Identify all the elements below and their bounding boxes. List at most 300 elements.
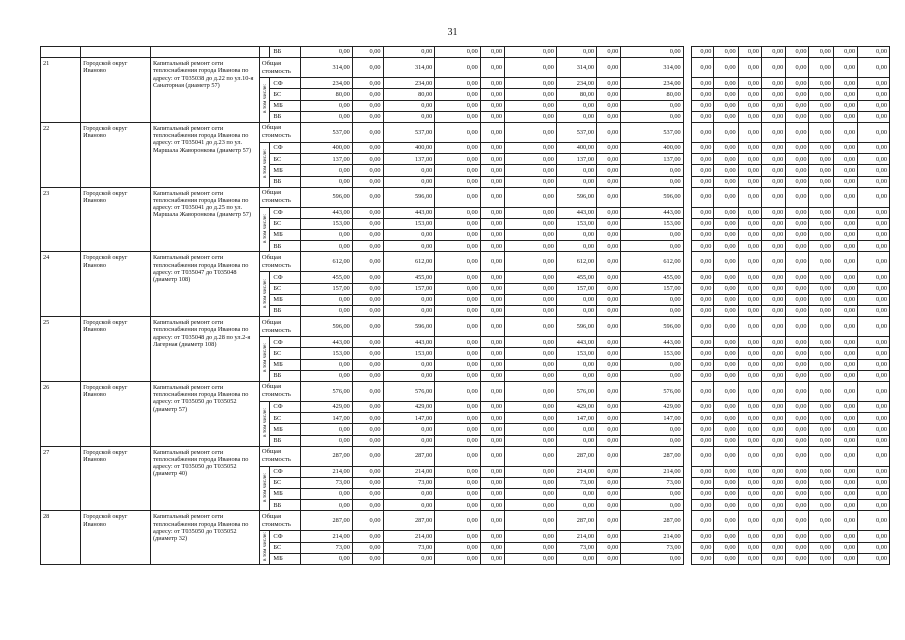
value-cell: 0,00: [692, 89, 714, 100]
value-cell: 0,00: [714, 531, 738, 542]
value-cell: 596,00: [556, 317, 596, 337]
value-cell: 0,00: [786, 446, 809, 466]
value-cell: 0,00: [738, 187, 761, 207]
table-row: [41, 47, 890, 58]
value-cell: 137,00: [383, 154, 435, 165]
value-cell: 0,00: [738, 89, 761, 100]
source-label: БС: [270, 413, 301, 424]
value-cell: 0,00: [858, 165, 890, 176]
total-label: Общая стоимость: [259, 446, 300, 466]
value-cell: 0,00: [621, 306, 683, 317]
value-cell: 0,00: [352, 283, 383, 294]
value-cell: 0,00: [352, 381, 383, 401]
value-cell: 0,00: [809, 401, 833, 412]
value-cell: 0,00: [809, 111, 833, 122]
column-gap: [683, 477, 691, 488]
value-cell: 0,00: [858, 207, 890, 218]
value-cell: 0,00: [505, 500, 557, 511]
value-cell: 0,00: [833, 424, 857, 435]
value-cell: 0,00: [505, 100, 557, 111]
value-cell: 0,00: [858, 294, 890, 305]
column-gap: [683, 542, 691, 553]
value-cell: 157,00: [383, 283, 435, 294]
value-cell: 0,00: [435, 317, 480, 337]
value-cell: 0,00: [480, 511, 504, 531]
value-cell: 0,00: [714, 306, 738, 317]
source-label: ВБ: [270, 47, 301, 58]
value-cell: 0,00: [352, 477, 383, 488]
value-cell: 0,00: [597, 511, 621, 531]
column-gap: [683, 78, 691, 89]
value-cell: 0,00: [833, 413, 857, 424]
value-cell: 0,00: [352, 413, 383, 424]
value-cell: 0,00: [761, 489, 785, 500]
value-cell: 0,00: [738, 413, 761, 424]
value-cell: 0,00: [301, 47, 353, 58]
value-cell: 0,00: [435, 47, 480, 58]
value-cell: 73,00: [621, 542, 683, 553]
value-cell: 0,00: [505, 122, 557, 142]
value-cell: 0,00: [738, 381, 761, 401]
value-cell: 0,00: [383, 489, 435, 500]
value-cell: 0,00: [809, 176, 833, 187]
value-cell: 0,00: [738, 58, 761, 78]
subtotal-label: [259, 531, 270, 565]
project-total-row: [41, 317, 890, 337]
value-cell: 0,00: [714, 230, 738, 241]
value-cell: 455,00: [301, 272, 353, 283]
value-cell: 0,00: [761, 435, 785, 446]
value-cell: 0,00: [858, 317, 890, 337]
value-cell: 0,00: [714, 122, 738, 142]
value-cell: 400,00: [556, 142, 596, 153]
source-label: МБ: [270, 359, 301, 370]
value-cell: 0,00: [435, 413, 480, 424]
value-cell: 0,00: [505, 207, 557, 218]
value-cell: 73,00: [556, 477, 596, 488]
source-label: СФ: [270, 531, 301, 542]
value-cell: 0,00: [858, 176, 890, 187]
value-cell: 0,00: [786, 47, 809, 58]
source-label: БС: [270, 477, 301, 488]
value-cell: 0,00: [786, 511, 809, 531]
column-gap: [683, 317, 691, 337]
value-cell: 443,00: [621, 337, 683, 348]
value-cell: 0,00: [505, 241, 557, 252]
value-cell: 0,00: [505, 401, 557, 412]
value-cell: 0,00: [809, 58, 833, 78]
value-cell: 0,00: [714, 142, 738, 153]
district-cell: Городской округ Иваново: [81, 511, 151, 565]
value-cell: 0,00: [761, 241, 785, 252]
value-cell: 0,00: [505, 272, 557, 283]
value-cell: 153,00: [556, 348, 596, 359]
column-gap: [683, 337, 691, 348]
value-cell: 0,00: [761, 252, 785, 272]
value-cell: 0,00: [435, 294, 480, 305]
value-cell: 0,00: [480, 207, 504, 218]
value-cell: 0,00: [786, 176, 809, 187]
value-cell: 137,00: [556, 154, 596, 165]
value-cell: 0,00: [786, 111, 809, 122]
total-label: Общая стоимость: [259, 381, 300, 401]
value-cell: 0,00: [809, 424, 833, 435]
value-cell: 0,00: [692, 230, 714, 241]
total-label: Общая стоимость: [259, 317, 300, 337]
value-cell: 0,00: [480, 500, 504, 511]
subtotal-label: [259, 207, 270, 252]
project-name: Капитальный ремонт сети теплоснабжения города Иванова по адресу: от Т035050 до Т035052 (диаметр 57): [150, 381, 259, 446]
value-cell: 0,00: [597, 122, 621, 142]
value-cell: 0,00: [858, 272, 890, 283]
value-cell: 0,00: [738, 401, 761, 412]
value-cell: 0,00: [301, 489, 353, 500]
value-cell: 0,00: [480, 370, 504, 381]
column-gap: [683, 306, 691, 317]
value-cell: 0,00: [383, 435, 435, 446]
value-cell: 0,00: [809, 542, 833, 553]
value-cell: 0,00: [480, 252, 504, 272]
value-cell: 443,00: [556, 207, 596, 218]
value-cell: 0,00: [556, 424, 596, 435]
value-cell: 0,00: [738, 317, 761, 337]
value-cell: 0,00: [352, 553, 383, 564]
row-number: 28: [41, 511, 81, 565]
value-cell: 443,00: [383, 337, 435, 348]
value-cell: 0,00: [786, 424, 809, 435]
column-gap: [683, 294, 691, 305]
value-cell: 0,00: [761, 100, 785, 111]
value-cell: 455,00: [556, 272, 596, 283]
value-cell: 576,00: [301, 381, 353, 401]
column-gap: [683, 111, 691, 122]
source-label: ВБ: [270, 435, 301, 446]
value-cell: 234,00: [301, 78, 353, 89]
value-cell: 157,00: [621, 283, 683, 294]
value-cell: 0,00: [301, 100, 353, 111]
source-label: МБ: [270, 489, 301, 500]
value-cell: 576,00: [556, 381, 596, 401]
value-cell: 0,00: [383, 165, 435, 176]
subtotal-label: [259, 401, 270, 446]
column-gap: [683, 370, 691, 381]
subtotal-label: [259, 466, 270, 511]
value-cell: 0,00: [738, 207, 761, 218]
value-cell: 0,00: [738, 283, 761, 294]
value-cell: 0,00: [809, 187, 833, 207]
value-cell: 0,00: [480, 78, 504, 89]
column-gap: [683, 89, 691, 100]
value-cell: 0,00: [692, 489, 714, 500]
value-cell: 0,00: [597, 348, 621, 359]
value-cell: 0,00: [738, 511, 761, 531]
value-cell: 0,00: [505, 47, 557, 58]
value-cell: 0,00: [786, 272, 809, 283]
subtotal-label: [259, 142, 270, 187]
source-label: МБ: [270, 294, 301, 305]
value-cell: 0,00: [556, 370, 596, 381]
column-gap: [683, 165, 691, 176]
value-cell: 0,00: [833, 154, 857, 165]
value-cell: 0,00: [809, 381, 833, 401]
value-cell: 0,00: [621, 359, 683, 370]
value-cell: 0,00: [692, 337, 714, 348]
value-cell: 0,00: [738, 78, 761, 89]
value-cell: 0,00: [809, 446, 833, 466]
value-cell: 0,00: [833, 122, 857, 142]
column-gap: [683, 218, 691, 229]
value-cell: 0,00: [352, 122, 383, 142]
source-label: МБ: [270, 553, 301, 564]
value-cell: 0,00: [714, 413, 738, 424]
value-cell: 80,00: [621, 89, 683, 100]
value-cell: 0,00: [352, 500, 383, 511]
value-cell: 0,00: [858, 142, 890, 153]
value-cell: 73,00: [621, 477, 683, 488]
value-cell: 0,00: [786, 207, 809, 218]
value-cell: 137,00: [621, 154, 683, 165]
value-cell: 0,00: [383, 111, 435, 122]
value-cell: 0,00: [714, 500, 738, 511]
value-cell: 0,00: [786, 413, 809, 424]
value-cell: 287,00: [301, 446, 353, 466]
value-cell: 287,00: [301, 511, 353, 531]
value-cell: 0,00: [738, 542, 761, 553]
value-cell: 0,00: [692, 435, 714, 446]
value-cell: 214,00: [556, 531, 596, 542]
value-cell: 0,00: [833, 241, 857, 252]
value-cell: 0,00: [597, 100, 621, 111]
value-cell: 0,00: [809, 477, 833, 488]
value-cell: 0,00: [809, 489, 833, 500]
value-cell: 0,00: [858, 154, 890, 165]
value-cell: 147,00: [621, 413, 683, 424]
value-cell: 0,00: [692, 359, 714, 370]
value-cell: 0,00: [352, 230, 383, 241]
value-cell: 0,00: [352, 446, 383, 466]
value-cell: 0,00: [435, 187, 480, 207]
value-cell: 0,00: [714, 477, 738, 488]
total-label: Общая стоимость: [259, 187, 300, 207]
value-cell: 214,00: [556, 466, 596, 477]
value-cell: 0,00: [761, 142, 785, 153]
value-cell: 0,00: [435, 122, 480, 142]
value-cell: 0,00: [621, 294, 683, 305]
district-cell: Городской округ Иваново: [81, 381, 151, 446]
value-cell: 0,00: [692, 122, 714, 142]
value-cell: 0,00: [352, 241, 383, 252]
column-gap: [683, 466, 691, 477]
source-label: СФ: [270, 466, 301, 477]
value-cell: 0,00: [858, 241, 890, 252]
value-cell: 0,00: [621, 489, 683, 500]
value-cell: 0,00: [383, 47, 435, 58]
value-cell: 0,00: [435, 272, 480, 283]
value-cell: 0,00: [505, 111, 557, 122]
value-cell: 0,00: [833, 348, 857, 359]
value-cell: 0,00: [480, 401, 504, 412]
value-cell: 0,00: [738, 241, 761, 252]
subtotal-label: [259, 272, 270, 317]
value-cell: 0,00: [809, 272, 833, 283]
value-cell: 234,00: [621, 78, 683, 89]
value-cell: 0,00: [435, 218, 480, 229]
value-cell: 0,00: [858, 111, 890, 122]
value-cell: 0,00: [352, 272, 383, 283]
value-cell: 0,00: [738, 100, 761, 111]
value-cell: 0,00: [761, 337, 785, 348]
value-cell: 0,00: [597, 401, 621, 412]
value-cell: 0,00: [597, 207, 621, 218]
value-cell: 0,00: [858, 381, 890, 401]
value-cell: 0,00: [597, 381, 621, 401]
total-label: Общая стоимость: [259, 252, 300, 272]
value-cell: 0,00: [833, 187, 857, 207]
value-cell: 0,00: [786, 283, 809, 294]
value-cell: 0,00: [480, 413, 504, 424]
value-cell: 0,00: [597, 154, 621, 165]
value-cell: 612,00: [301, 252, 353, 272]
value-cell: 0,00: [480, 435, 504, 446]
value-cell: 0,00: [480, 553, 504, 564]
value-cell: 0,00: [556, 294, 596, 305]
value-cell: 0,00: [833, 435, 857, 446]
column-gap: [683, 446, 691, 466]
value-cell: 0,00: [556, 241, 596, 252]
source-label: СФ: [270, 142, 301, 153]
value-cell: 0,00: [480, 122, 504, 142]
value-cell: 0,00: [480, 466, 504, 477]
value-cell: 314,00: [301, 58, 353, 78]
value-cell: 0,00: [597, 531, 621, 542]
value-cell: 0,00: [352, 337, 383, 348]
value-cell: 0,00: [505, 154, 557, 165]
column-gap: [683, 500, 691, 511]
value-cell: 0,00: [692, 477, 714, 488]
value-cell: 0,00: [621, 241, 683, 252]
district-cell: Городской округ Иваново: [81, 317, 151, 382]
value-cell: 0,00: [352, 359, 383, 370]
value-cell: 0,00: [858, 218, 890, 229]
value-cell: 234,00: [556, 78, 596, 89]
value-cell: 0,00: [858, 89, 890, 100]
value-cell: 0,00: [714, 401, 738, 412]
value-cell: 0,00: [597, 489, 621, 500]
value-cell: 0,00: [435, 111, 480, 122]
value-cell: 0,00: [738, 359, 761, 370]
value-cell: 0,00: [480, 294, 504, 305]
value-cell: 0,00: [833, 58, 857, 78]
value-cell: 0,00: [858, 435, 890, 446]
value-cell: 0,00: [692, 381, 714, 401]
value-cell: 0,00: [480, 283, 504, 294]
source-label: БС: [270, 89, 301, 100]
subtotal-text: в том числе:: [261, 213, 268, 243]
value-cell: 0,00: [621, 100, 683, 111]
value-cell: 400,00: [383, 142, 435, 153]
value-cell: 0,00: [761, 370, 785, 381]
row-number: 25: [41, 317, 81, 382]
column-gap: [683, 100, 691, 111]
value-cell: 0,00: [833, 511, 857, 531]
value-cell: 157,00: [556, 283, 596, 294]
value-cell: 0,00: [352, 489, 383, 500]
value-cell: 0,00: [714, 542, 738, 553]
project-name: Капитальный ремонт сети теплоснабжения города Иванова по адресу: от Т035041 до д.23 по ул. Маршала Жаворонкова (диаметр 57): [150, 122, 259, 187]
value-cell: 314,00: [621, 58, 683, 78]
project-total-row: [41, 511, 890, 531]
value-cell: 0,00: [505, 306, 557, 317]
value-cell: 0,00: [833, 252, 857, 272]
value-cell: 0,00: [435, 252, 480, 272]
value-cell: 0,00: [858, 511, 890, 531]
source-label: БС: [270, 348, 301, 359]
value-cell: 0,00: [761, 176, 785, 187]
value-cell: 0,00: [761, 531, 785, 542]
value-cell: 0,00: [786, 531, 809, 542]
value-cell: 0,00: [858, 47, 890, 58]
column-gap: [683, 413, 691, 424]
source-label: БС: [270, 542, 301, 553]
value-cell: 0,00: [692, 531, 714, 542]
value-cell: 0,00: [556, 489, 596, 500]
source-label: ВБ: [270, 176, 301, 187]
column-gap: [683, 359, 691, 370]
value-cell: 0,00: [597, 370, 621, 381]
column-gap: [683, 58, 691, 78]
value-cell: 537,00: [556, 122, 596, 142]
value-cell: 0,00: [505, 230, 557, 241]
value-cell: 0,00: [621, 500, 683, 511]
value-cell: 0,00: [761, 294, 785, 305]
value-cell: 0,00: [692, 142, 714, 153]
value-cell: 0,00: [597, 187, 621, 207]
value-cell: 455,00: [383, 272, 435, 283]
value-cell: 0,00: [858, 542, 890, 553]
value-cell: 0,00: [352, 294, 383, 305]
value-cell: 0,00: [352, 111, 383, 122]
value-cell: 0,00: [738, 348, 761, 359]
value-cell: 0,00: [786, 370, 809, 381]
value-cell: 0,00: [761, 542, 785, 553]
source-label: ВБ: [270, 111, 301, 122]
value-cell: 0,00: [301, 176, 353, 187]
source-label: СФ: [270, 78, 301, 89]
value-cell: 0,00: [858, 306, 890, 317]
value-cell: 0,00: [692, 466, 714, 477]
value-cell: 0,00: [505, 317, 557, 337]
value-cell: 137,00: [301, 154, 353, 165]
value-cell: 0,00: [352, 424, 383, 435]
value-cell: 0,00: [597, 317, 621, 337]
value-cell: 0,00: [301, 294, 353, 305]
value-cell: 0,00: [301, 500, 353, 511]
value-cell: 0,00: [556, 359, 596, 370]
value-cell: 0,00: [738, 230, 761, 241]
value-cell: 0,00: [480, 272, 504, 283]
row-number: 27: [41, 446, 81, 511]
value-cell: 0,00: [833, 47, 857, 58]
value-cell: 0,00: [692, 446, 714, 466]
subtotal-text: в том числе:: [261, 149, 268, 179]
value-cell: 0,00: [480, 154, 504, 165]
value-cell: 0,00: [809, 230, 833, 241]
source-label: ВБ: [270, 306, 301, 317]
value-cell: 0,00: [597, 435, 621, 446]
total-label: Общая стоимость: [259, 58, 300, 78]
value-cell: 0,00: [480, 424, 504, 435]
value-cell: 0,00: [435, 207, 480, 218]
